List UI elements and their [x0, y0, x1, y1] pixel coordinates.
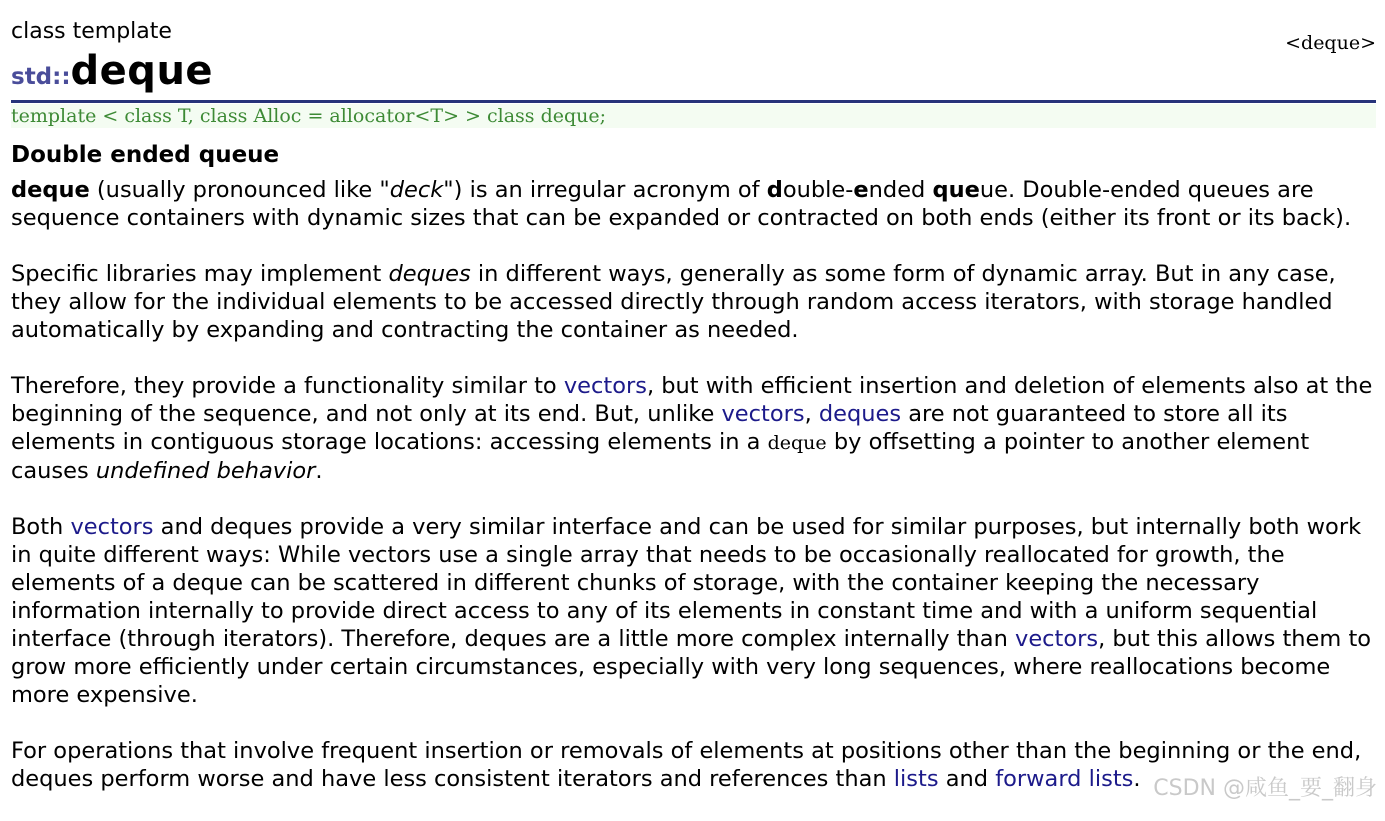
- pronunciation: "deck": [379, 177, 454, 203]
- acronym-letter: que: [932, 177, 980, 203]
- class-prototype: template < class T, class Alloc = allocator<T> > class deque;: [11, 104, 1376, 128]
- emphasis: deques: [388, 261, 471, 287]
- namespace-label: std::: [11, 64, 71, 90]
- text: , but with efficient insertion and deletion of elements also at the beginning of the sequence, and not only at its end. But, unlike: [11, 373, 1373, 427]
- title-row: [11, 32, 1376, 94]
- emphasis: undefined behavior: [95, 458, 316, 484]
- text: , but this allows them to grow more efficiently under certain circumstances, especially with very long sequences, where reallocations become more expensive.: [11, 626, 1372, 708]
- class-name: deque: [70, 48, 214, 94]
- acronym-letter: d: [766, 177, 783, 203]
- text: Both: [11, 514, 71, 540]
- link-vectors[interactable]: vectors: [563, 373, 647, 399]
- link-deques[interactable]: deques: [818, 401, 902, 427]
- text: Specific libraries may implement: [11, 261, 389, 287]
- page-title: [11, 48, 213, 94]
- paragraph-4: [11, 513, 1381, 709]
- description-body: [11, 176, 1381, 821]
- paragraph-3: [11, 372, 1381, 485]
- text: .: [315, 458, 323, 484]
- paragraph-1: [11, 176, 1381, 232]
- text: and deques provide a very similar interface and can be used for similar purposes, but internally both work in quite different ways: While vectors use a single array that needs to be occasionally reallocated for growth, the elements of a deque can be scattered in different chunks of storage, with the container keeping the necessary information internally to provide direct access to any of its elements in constant time and with a uniform sequential interface (through iterators). Therefore, deques are a little more complex internally than: [11, 514, 1362, 652]
- title-divider: [11, 100, 1376, 103]
- entity-kind: class template: [11, 19, 172, 44]
- text: .: [1133, 766, 1141, 792]
- text: in different ways, generally as some form of dynamic array. But in any case, they allow for the individual elements to be accessed directly through random access iterators, with storage handled automatically by expanding and contracting the container as needed.: [11, 261, 1336, 343]
- text: Therefore, they provide a functionality similar to: [11, 373, 564, 399]
- text: are not guaranteed to store all its elements in contiguous storage locations: accessing elements in a: [11, 401, 1288, 455]
- text: ue. Double-ended queues are sequence containers with dynamic sizes that can be expanded or contracted on both ends (either its front or its back).: [11, 177, 1352, 231]
- text: (usually pronounced like: [89, 177, 380, 203]
- text: ) is an irregular acronym of: [453, 177, 767, 203]
- section-title: Double ended queue: [11, 142, 280, 168]
- watermark: CSDN @咸鱼_要_翻身: [1153, 776, 1377, 801]
- text: and: [938, 766, 996, 792]
- term-deque: deque: [11, 177, 90, 203]
- text: ,: [804, 401, 819, 427]
- link-vectors[interactable]: vectors: [70, 514, 154, 540]
- paragraph-2: [11, 260, 1381, 344]
- acronym-letter: e: [853, 177, 869, 203]
- text: nded: [868, 177, 933, 203]
- link-vectors[interactable]: vectors: [1015, 626, 1099, 652]
- link-vectors[interactable]: vectors: [721, 401, 805, 427]
- link-forward-lists[interactable]: forward lists: [995, 766, 1134, 792]
- text: by offsetting a pointer to another element causes: [11, 429, 1310, 484]
- text: For operations that involve frequent insertion or removals of elements at positions other than the beginning or the end, deques perform worse and have less consistent iterators and references than: [11, 738, 1362, 792]
- inline-code: deque: [767, 432, 827, 454]
- text: ouble-: [782, 177, 854, 203]
- header-file-label: <deque>: [1285, 32, 1376, 54]
- link-lists[interactable]: lists: [893, 766, 939, 792]
